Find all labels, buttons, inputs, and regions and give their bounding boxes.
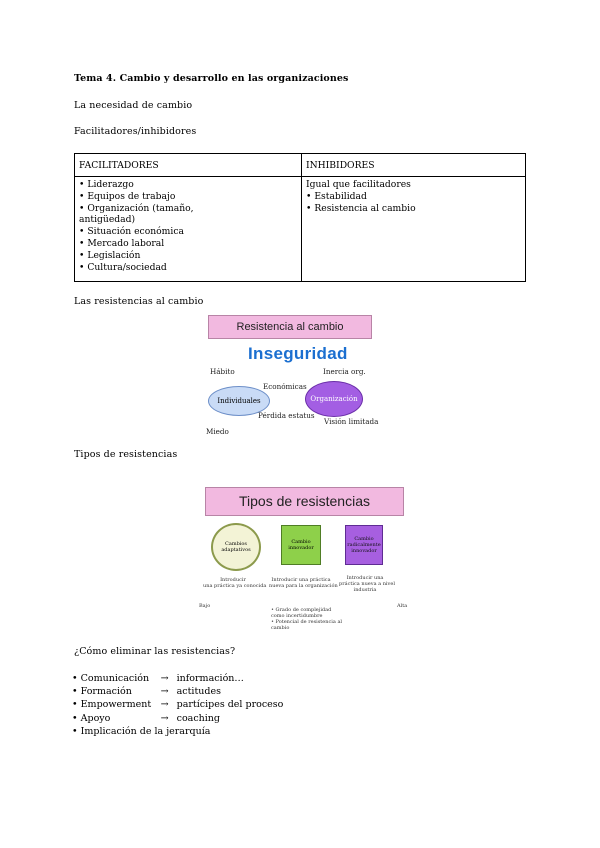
remedy-value: coaching	[176, 712, 221, 724]
arrow-right-icon: →	[160, 712, 169, 724]
desc-line: nueva para la organización	[269, 583, 338, 589]
section-resistencias: Las resistencias al cambio	[74, 296, 204, 307]
inhibidores-cell	[302, 177, 526, 282]
list-item: • Legislación	[79, 250, 297, 262]
list-item: • Situación económica	[79, 226, 297, 238]
desc-line: Introducir	[220, 577, 246, 583]
remedy-key: Formación	[80, 686, 132, 698]
list-item: • Equipos de trabajo	[79, 191, 297, 203]
remedy-value: información…	[176, 673, 244, 684]
remedy-value: actitudes	[176, 686, 221, 698]
list-item: • Organización (tamaño, antigüedad)	[79, 203, 209, 227]
note-line: cambio	[271, 625, 290, 631]
ellipse-organizacion: Organización	[305, 381, 363, 417]
label-perdida: Pérdida estatus	[258, 411, 315, 420]
list-item	[72, 672, 283, 685]
figure-headline: Inseguridad	[248, 344, 348, 363]
label-habito: Hábito	[210, 367, 235, 376]
list-item	[72, 712, 283, 725]
shape-label: Cambio radicalmente innovador	[347, 536, 381, 554]
facilitadores-cell	[75, 177, 302, 282]
shape-innovador	[281, 525, 321, 565]
desc-line: Introducir una	[346, 575, 384, 581]
list-item: • Resistencia al cambio	[306, 203, 521, 215]
list-item: • Implicación de la jerarquía	[72, 725, 283, 738]
desc-line: práctica nueva a nivel	[339, 581, 395, 587]
inhibidores-intro: Igual que facilitadores	[306, 179, 411, 190]
figure-banner: Tipos de resistencias	[205, 487, 404, 516]
desc-line: industria	[353, 587, 377, 593]
list-item: • Mercado laboral	[79, 238, 297, 250]
ellipse-individuales: Individuales	[208, 386, 270, 416]
list-item	[72, 698, 283, 711]
remedy-value: partícipes del proceso	[176, 699, 284, 711]
desc-adaptativos	[203, 577, 267, 589]
label-vision: Visión limitada	[324, 417, 379, 426]
remedy-key: Empowerment	[80, 699, 152, 711]
arrow-right-icon: →	[160, 673, 169, 684]
section-facilitadores: Facilitadores/inhibidores	[74, 126, 197, 137]
remedy-key: Apoyo	[80, 712, 111, 724]
shape-adaptativos	[211, 523, 261, 571]
list-item	[72, 685, 283, 698]
desc-line: una práctica ya conocida	[203, 583, 267, 589]
shape-label: Cambios adaptativos	[221, 541, 251, 553]
remedy-key: Comunicación	[80, 673, 150, 684]
page-title: Tema 4. Cambio y desarrollo en las organizaciones	[74, 73, 349, 84]
list-item: • Liderazgo	[79, 179, 297, 191]
label-miedo: Miedo	[206, 427, 229, 436]
figure-banner: Resistencia al cambio	[208, 315, 372, 339]
label-alta: Alta	[397, 603, 408, 609]
shape-label: Cambio innovador	[288, 539, 314, 551]
desc-innovador	[269, 577, 338, 589]
section-eliminar: ¿Cómo eliminar las resistencias?	[74, 646, 236, 657]
list-item: • Estabilidad	[306, 191, 521, 203]
header-facilitadores: FACILITADORES	[75, 154, 302, 177]
note-line: como incertidumbre	[271, 613, 323, 619]
section-tipos: Tipos de resistencias	[74, 449, 178, 460]
label-inercia: Inercia org.	[323, 367, 366, 376]
resistance-figure	[200, 313, 380, 439]
arrow-right-icon: →	[160, 699, 169, 711]
header-inhibidores: INHIBIDORES	[302, 154, 526, 177]
facilitadores-table	[74, 153, 526, 282]
label-economicas: Económicas	[263, 382, 307, 391]
types-figure	[197, 487, 407, 637]
desc-line: Introducir una práctica	[271, 577, 331, 583]
figure-notes	[271, 607, 342, 631]
desc-radical	[339, 575, 395, 593]
note-line: • Grado de complejidad	[271, 607, 332, 613]
section-necesidad: La necesidad de cambio	[74, 100, 193, 111]
label-bajo: Bajo	[199, 603, 211, 609]
list-item: • Cultura/sociedad	[79, 262, 297, 274]
remedies-list	[72, 672, 283, 738]
shape-radical	[345, 525, 383, 565]
arrow-right-icon: →	[160, 686, 169, 698]
note-line: • Potencial de resistencia al	[271, 619, 343, 625]
